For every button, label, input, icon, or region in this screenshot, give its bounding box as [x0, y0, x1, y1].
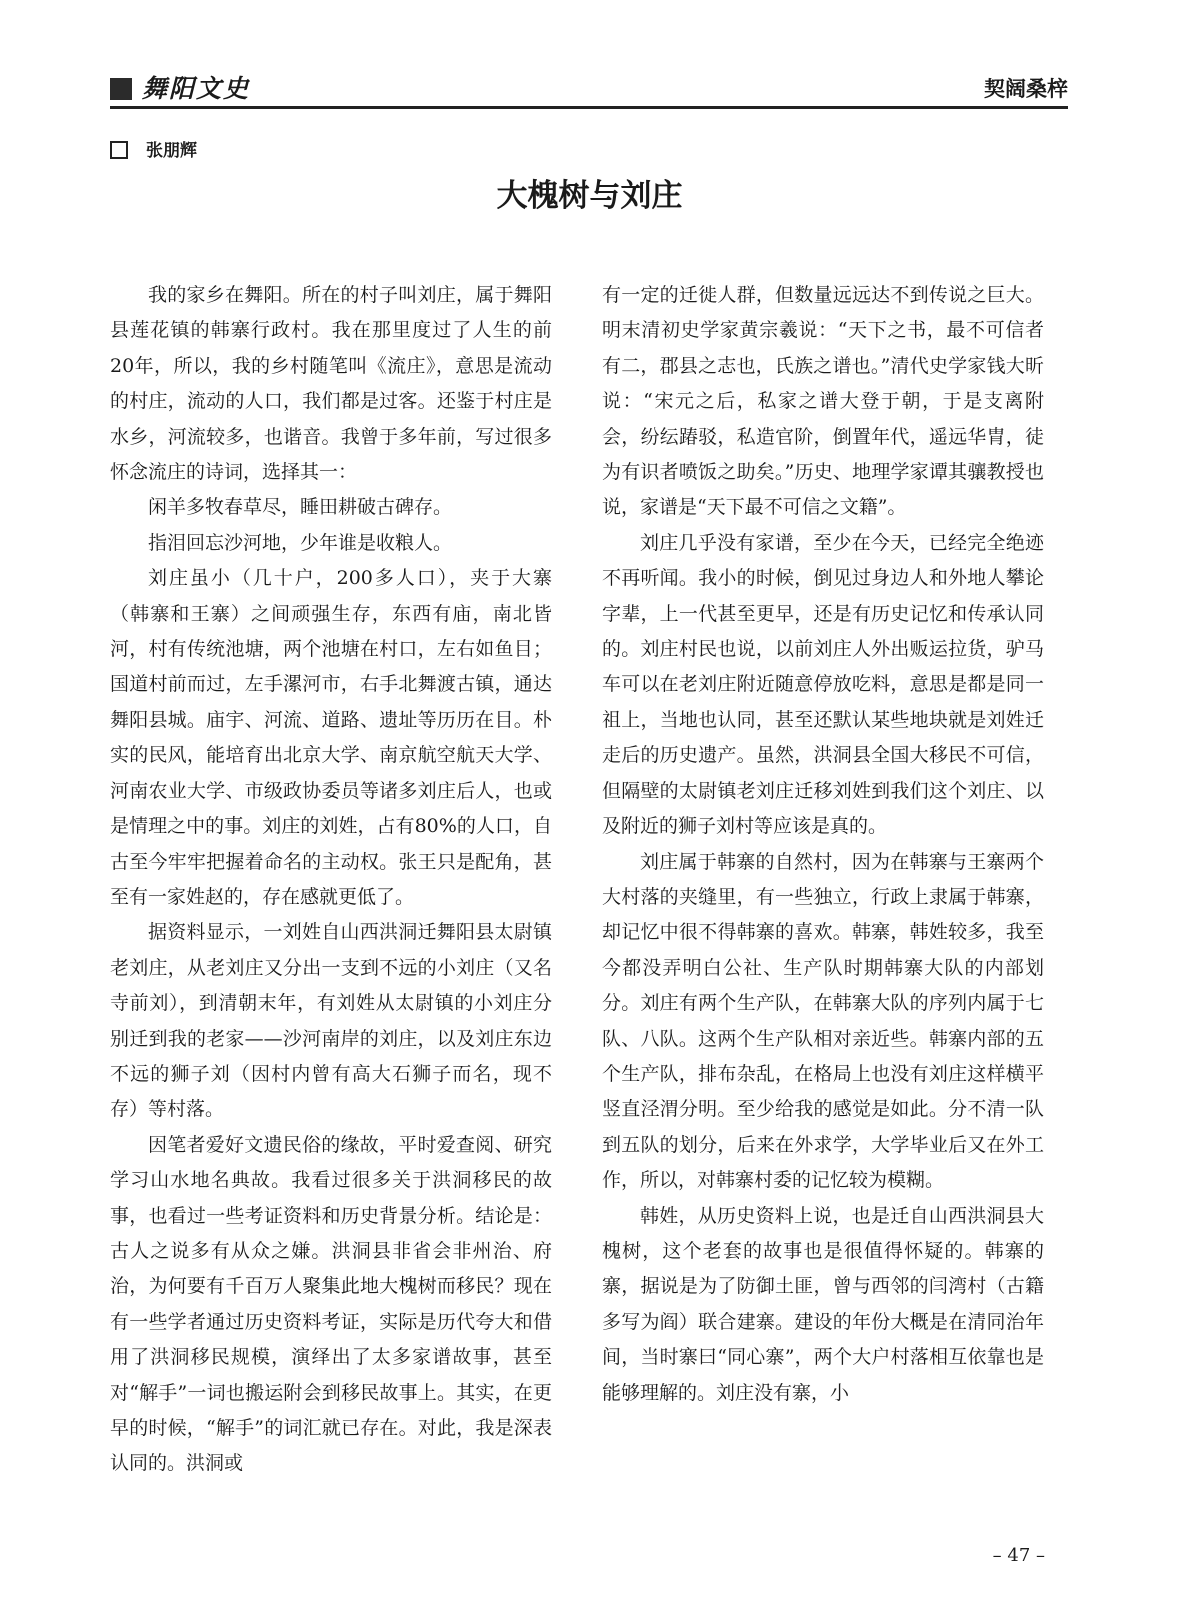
- header-rule: [110, 106, 1068, 109]
- paragraph: 刘庄属于韩寨的自然村，因为在韩寨与王寨两个大村落的夹缝里，有一些独立，行政上隶属于韩寨，却记忆中很不得韩寨的喜欢。韩寨，韩姓较多，我至今都没弄明白公社、生产队时期韩寨大队的内部划分。刘庄有两个生产队，在韩寨大队的序列内属于七队、八队。这两个生产队相对亲近些。韩寨内部的五个生产队，排布杂乱，在格局上也没有刘庄这样横平竖直泾渭分明。至少给我的感觉是如此。分不清一队到五队的划分，后来在外求学，大学毕业后又在外工作，所以，对韩寨村委的记忆较为模糊。: [602, 850, 1044, 1192]
- header-square-mark: [110, 78, 132, 100]
- author-name: 张朋辉: [146, 141, 197, 161]
- paragraph: 韩姓，从历史资料上说，也是迁自山西洪洞县大槐树，这个老套的故事也是很值得怀疑的。韩寨的寨，据说是为了防御土匪，曾与西邻的闫湾村（古籍多写为阎）联合建寨。建设的年份大概是在清同治年间，当时寨曰“同心寨”，两个大户村落相互依靠也是能够理解的。刘庄没有寨，小: [602, 1204, 1044, 1404]
- author-box-mark: [110, 141, 128, 159]
- article-title: 大槐树与刘庄: [496, 178, 683, 214]
- page-number: – 47 –: [992, 1545, 1045, 1566]
- running-header: [110, 74, 1068, 104]
- paragraph: 我的家乡在舞阳。所在的村子叫刘庄，属于舞阳县莲花镇的韩寨行政村。我在那里度过了人生的前20年，所以，我的乡村随笔叫《流庄》，意思是流动的村庄，流动的人口，我们都是过客。还鉴于村庄是水乡，河流较多，也谐音。我曾于多年前，写过很多怀念流庄的诗词，选择其一：: [110, 284, 552, 484]
- poem-line: 闲羊多牧春草尽，睡田耕破古碑存。: [148, 496, 453, 519]
- journal-name: 舞阳文史: [142, 74, 251, 103]
- paragraph: 据资料显示，一刘姓自山西洪洞迁舞阳县太尉镇老刘庄，从老刘庄又分出一支到不远的小刘庄（又名寺前刘），到清朝末年，有刘姓从太尉镇的小刘庄分别迁到我的老家——沙河南岸的刘庄，以及刘庄东边不远的狮子刘（因村内曾有高大石狮子而名，现不存）等村落。: [110, 921, 552, 1121]
- right-column: [602, 278, 1044, 1411]
- paragraph: 刘庄虽小（几十户，200多人口），夹于大寨（韩寨和王寨）之间顽强生存，东西有庙，南北皆河，村有传统池塘，两个池塘在村口，左右如鱼目；国道村前而过，左手漯河市，右手北舞渡古镇，通达舞阳县城。庙宇、河流、道路、遗址等历历在目。朴实的民风，能培育出北京大学、南京航空航天大学、河南农业大学、市级政协委员等诸多刘庄后人，也或是情理之中的事。刘庄的刘姓，占有80%的人口，自古至今牢牢把握着命名的主动权。张王只是配角，甚至有一家姓赵的，存在感就更低了。: [110, 567, 552, 908]
- column-name: 契阔桑梓: [984, 77, 1068, 101]
- left-column: [110, 278, 552, 1482]
- paragraph: 因笔者爱好文遗民俗的缘故，平时爱查阅、研究学习山水地名典故。我看过很多关于洪洞移民的故事，也看过一些考证资料和历史背景分析。结论是：古人之说多有从众之嫌。洪洞县非省会非州治、府治，为何要有千百万人聚集此地大槐树而移民？现在有一些学者通过历史资料考证，实际是历代夸大和借用了洪洞移民规模，演绎出了太多家谱故事，甚至对“解手”一词也搬运附会到移民故事上。其实，在更早的时候，“解手”的词汇就已存在。对此，我是深表认同的。洪洞或: [110, 1133, 552, 1475]
- paragraph: 刘庄几乎没有家谱，至少在今天，已经完全绝迹不再听闻。我小的时候，倒见过身边人和外地人攀论字辈，上一代甚至更早，还是有历史记忆和传承认同的。刘庄村民也说，以前刘庄人外出贩运拉货，驴马车可以在老刘庄附近随意停放吃料，意思是都是同一祖上，当地也认同，甚至还默认某些地块就是刘姓迁走后的历史遗产。虽然，洪洞县全国大移民不可信，但隔壁的太尉镇老刘庄迁移刘姓到我们这个刘庄、以及附近的狮子刘村等应该是真的。: [602, 531, 1044, 838]
- poem-line: 指泪回忘沙河地，少年谁是收粮人。: [148, 531, 453, 554]
- paragraph-continued: 有一定的迁徙人群，但数量远远达不到传说之巨大。明末清初史学家黄宗羲说：“天下之书，最不可信者有二，郡县之志也，氏族之谱也。”清代史学家钱大昕说：“宋元之后，私家之谱大登于朝，于是支离附会，纷纭踳驳，私造官阶，倒置年代，遥远华胄，徒为有识者喷饭之助矣。”历史、地理学家谭其骧教授也说，家谱是“天下最不可信之文籍”。: [602, 284, 1044, 519]
